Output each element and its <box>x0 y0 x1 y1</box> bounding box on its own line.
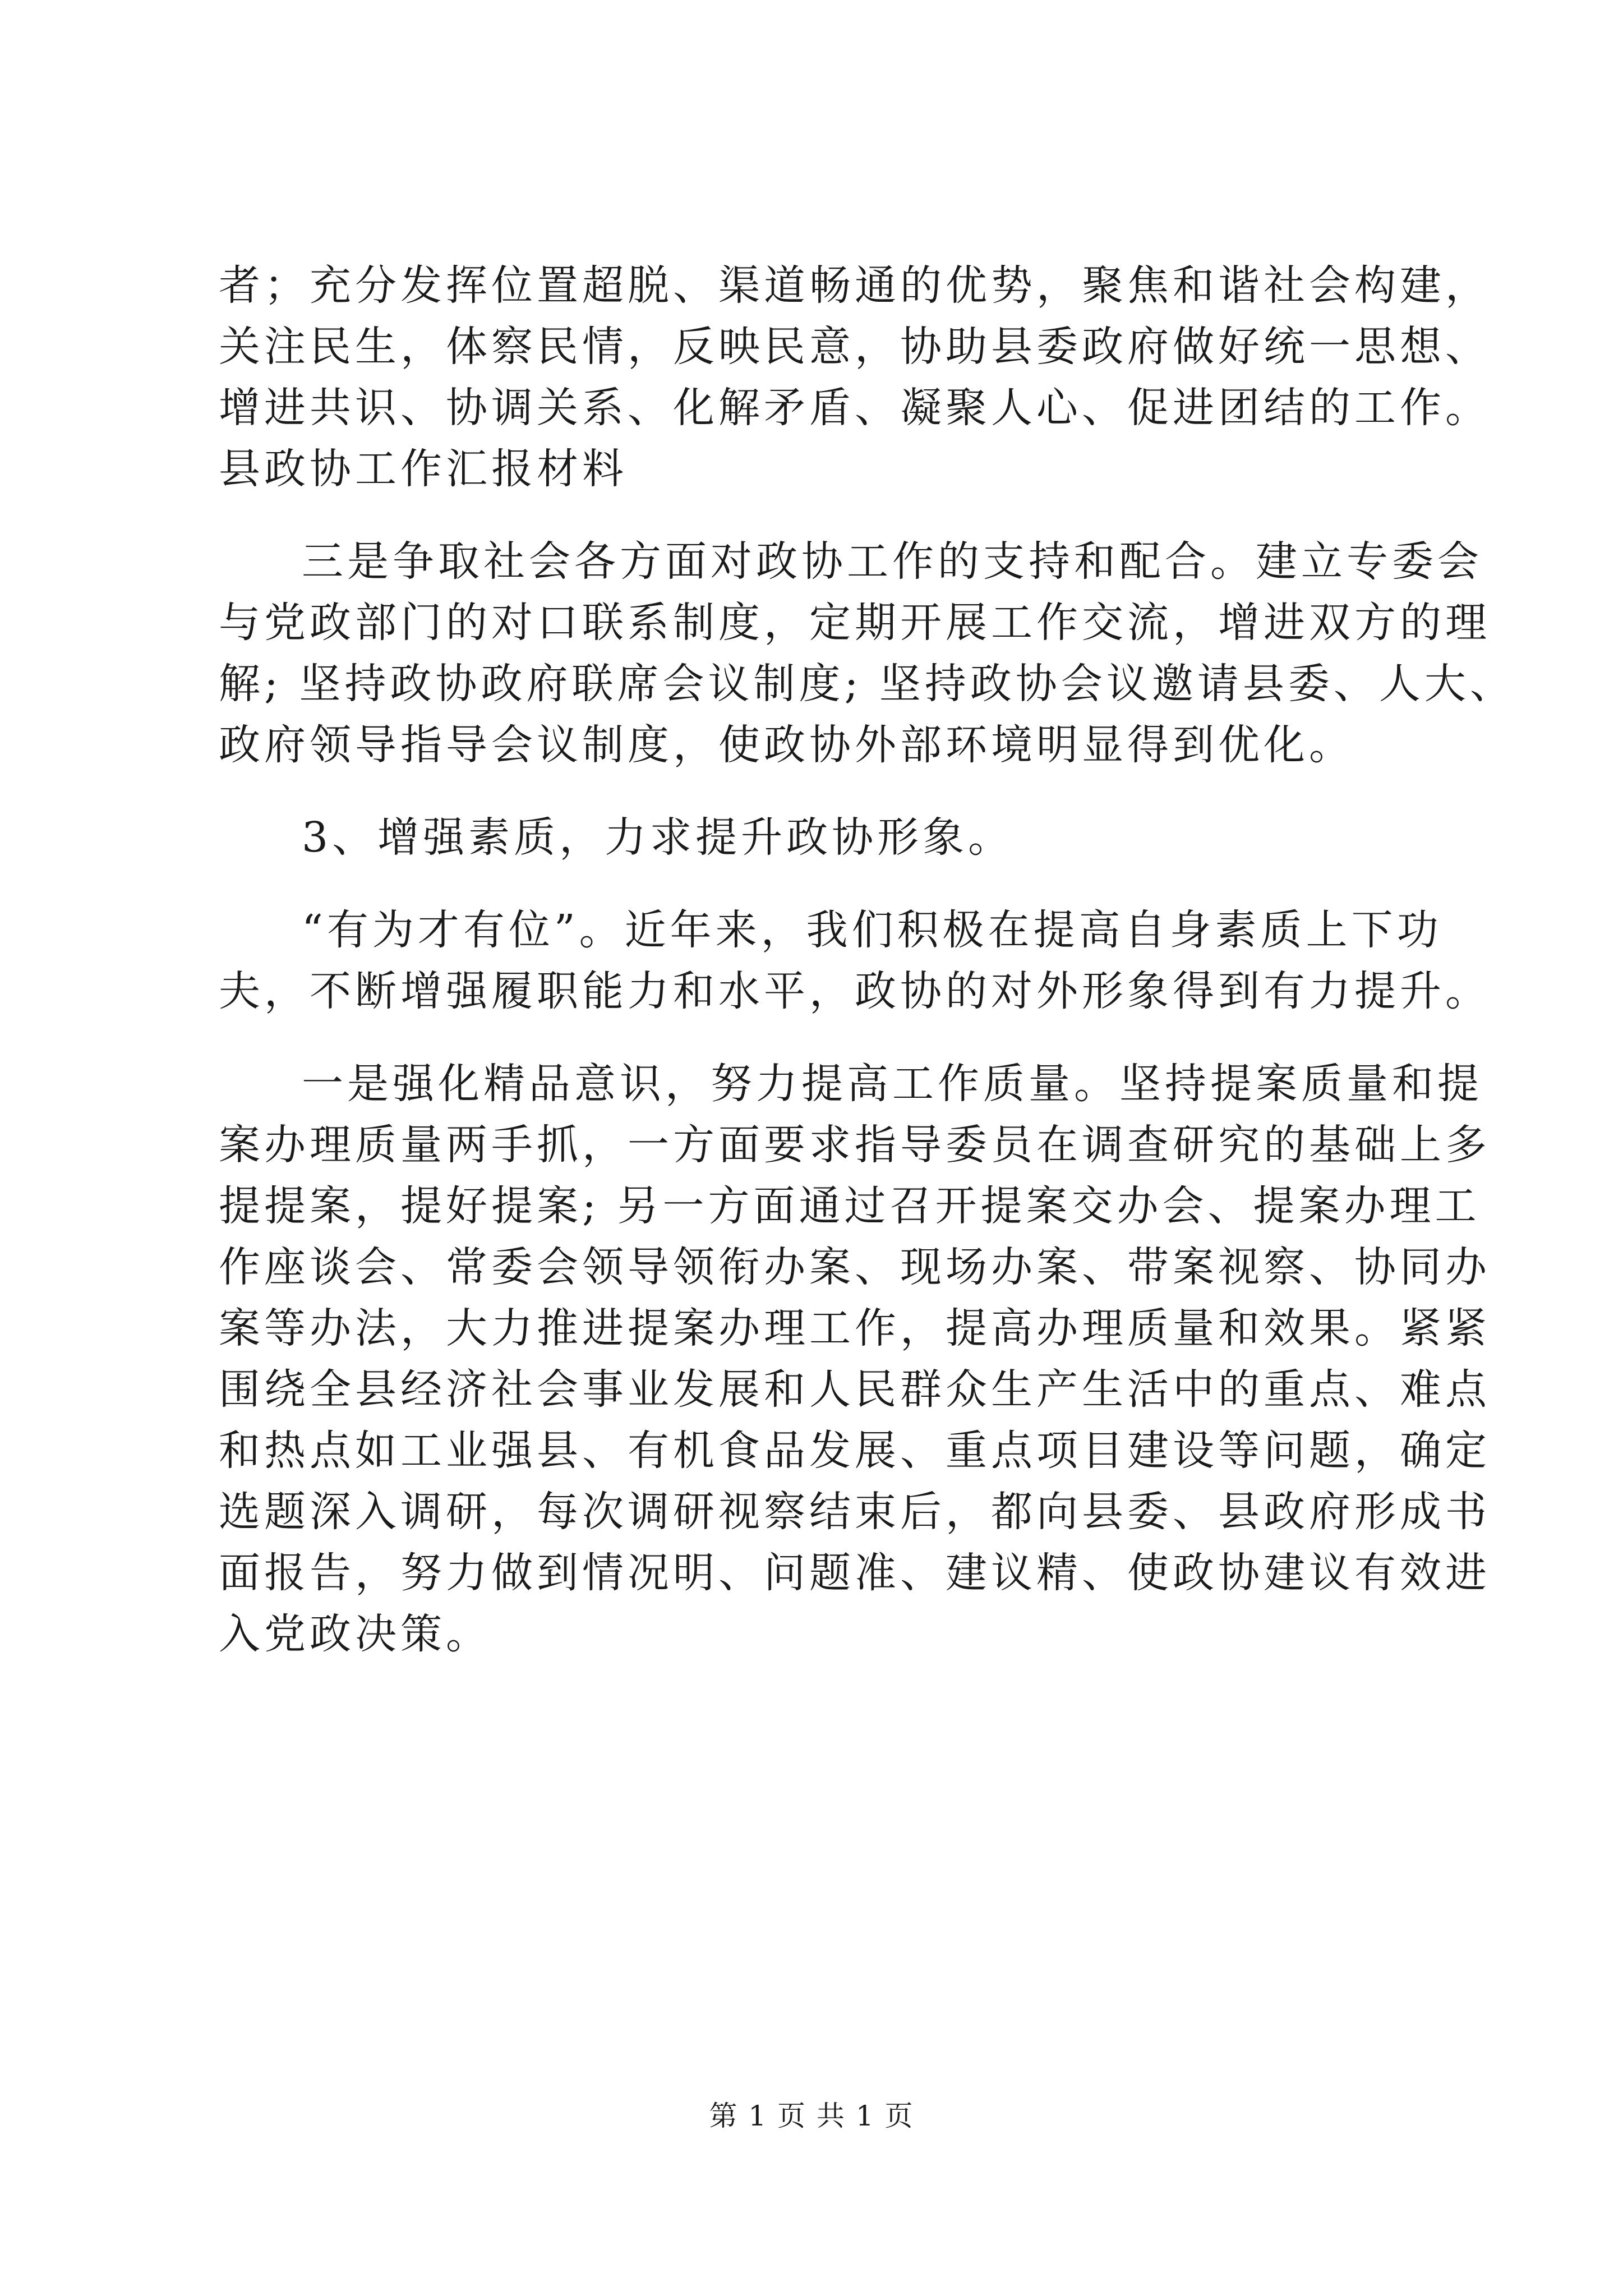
text-line: 和热点如工业强县、有机食品发展、重点项目建设等问题，确定 <box>219 1427 1491 1475</box>
text-line: 夫，不断增强履职能力和水平，政协的对外形象得到有力提升。 <box>219 967 1491 1015</box>
text-line: 政府领导指导会议制度，使政协外部环境明显得到优化。 <box>219 721 1354 769</box>
text-line: 增进共识、协调关系、化解矛盾、凝聚人心、促进团结的工作。 <box>219 384 1491 432</box>
page-number-footer: 第 1 页 共 1 页 <box>709 2100 914 2132</box>
paragraph-quality <box>219 1053 1491 1665</box>
document-body <box>219 255 1515 1665</box>
paragraph-support-cooperation <box>219 531 1515 776</box>
text-line: 关注民生，体察民情，反映民意，协助县委政府做好统一思想、 <box>219 323 1491 371</box>
text-line: 入党政决策。 <box>219 1610 491 1658</box>
text-line: 作座谈会、常委会领导领衔办案、现场办案、带案视察、协同办 <box>219 1243 1491 1291</box>
text-line: 县政协工作汇报材料 <box>219 445 628 493</box>
paragraph-intro <box>219 900 1491 1022</box>
text-line: “有为才有位”。近年来，我们积极在提高自身素质上下功 <box>302 906 1442 954</box>
text-line: 选题深入调研，每次调研视察结束后，都向县委、县政府形成书 <box>219 1488 1491 1536</box>
text-line: 三是争取社会各方面对政协工作的支持和配合。建立专委会 <box>302 537 1483 586</box>
text-line: 一是强化精品意识，努力提高工作质量。坚持提案质量和提 <box>302 1060 1483 1108</box>
text-line: 面报告，努力做到情况明、问题准、建议精、使政协建议有效进 <box>219 1549 1491 1597</box>
text-line: 者；充分发挥位置超脱、渠道畅通的优势，聚焦和谐社会构建， <box>219 261 1491 310</box>
text-line: 围绕全县经济社会事业发展和人民群众生产生活中的重点、难点 <box>219 1365 1491 1414</box>
paragraph-continuation <box>219 255 1491 500</box>
section-heading <box>219 807 1413 868</box>
text-line: 3、增强素质，力求提升政协形象。 <box>302 813 1014 862</box>
text-line: 案办理质量两手抓，一方面要求指导委员在调查研究的基础上多 <box>219 1121 1491 1169</box>
text-line: 与党政部门的对口联系制度，定期开展工作交流，增进双方的理 <box>219 599 1491 647</box>
text-line: 解; 坚持政协政府联席会议制度; 坚持政协会议邀请县委、人大、 <box>219 660 1515 708</box>
text-line: 案等办法，大力推进提案办理工作，提高办理质量和效果。紧紧 <box>219 1304 1491 1352</box>
text-line: 提提案，提好提案; 另一方面通过召开提案交办会、提案办理工 <box>219 1182 1481 1230</box>
